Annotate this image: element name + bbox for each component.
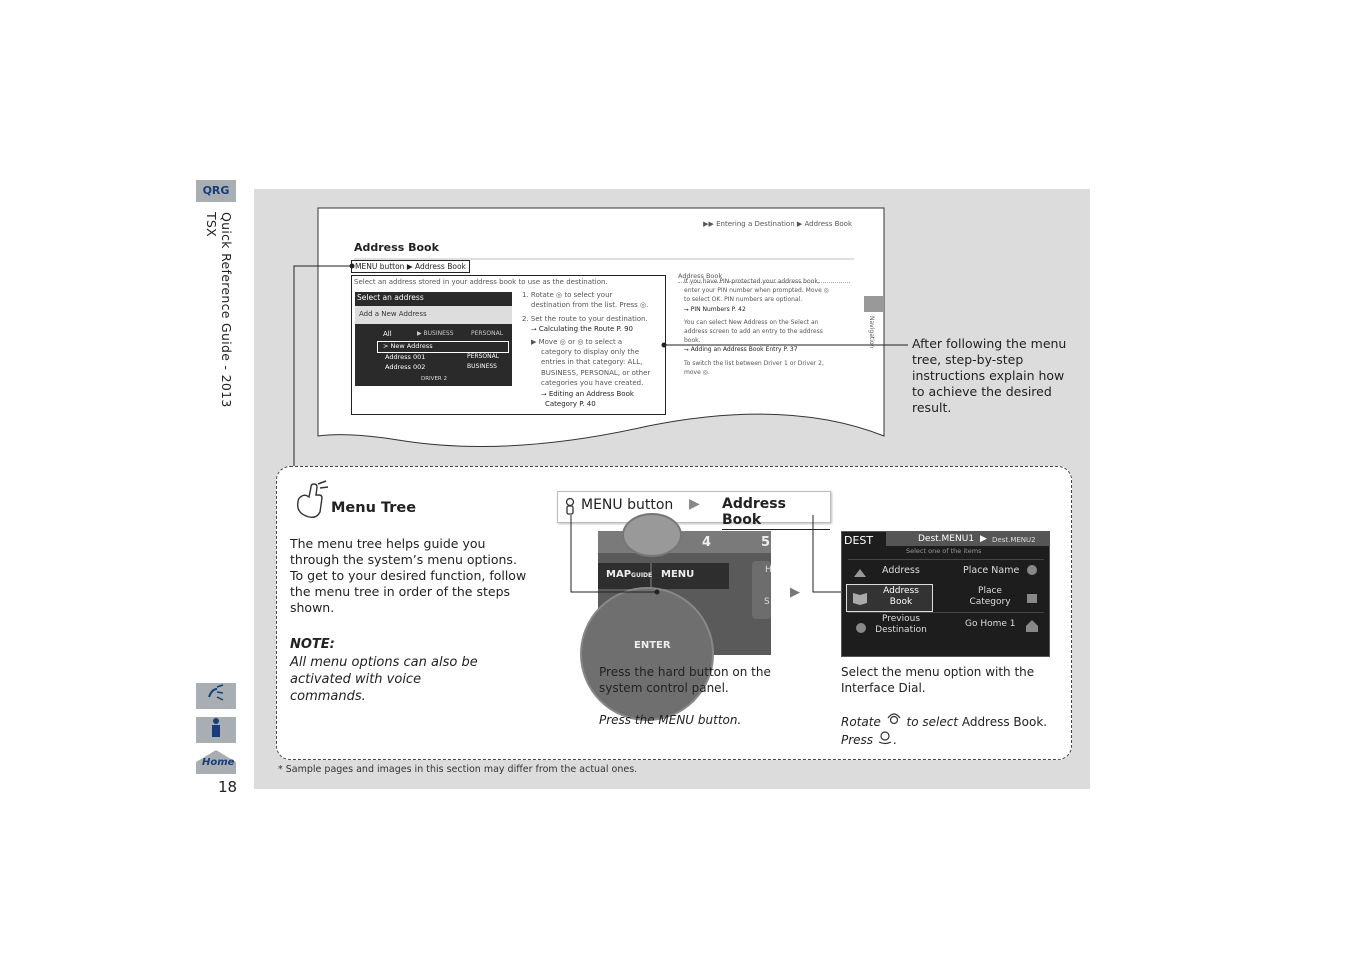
caption-1-italic: Press the MENU button. [599,713,742,727]
address-icon [852,564,868,583]
menu-bar-second: Address Book [722,496,830,530]
dest-item-previous-destination[interactable]: Previous Destination [875,614,927,635]
menu-bar-arrow: ▶ [689,496,700,512]
dest-hint: Select one of the items [906,547,982,555]
dest-path2: Dest.MENU2 [992,536,1036,544]
dest-path1: Dest.MENU1 [918,534,975,544]
sample-row-cat: BUSINESS [467,363,497,370]
guide-title: Quick Reference Guide - 2013 TSX [204,212,234,408]
previous-destination-icon [854,620,868,639]
menu-tree-heading: Menu Tree [331,500,417,516]
sample-intro: Select an address stored in your address book to use as the destination. [354,278,608,286]
qrg-tab[interactable]: QRG [196,180,236,202]
address-book-icon [852,590,868,609]
dest-item-place-category[interactable]: Place Category [969,586,1011,607]
page-number: 18 [218,778,238,796]
sample-row-cat: PERSONAL [467,353,500,360]
dest-label: DEST [844,534,874,547]
sample-side-text: If you have PIN-protected your address book, enter your PIN number when prompted. Move ◎ to select OK. PIN numbers are optional. ⭢ PIN Numbers P. 42 You can select New Address on the Select an address screen to add an entry to the address book. ⭢ Adding an Address Book Entry P. 37 To switch the list between Driver 1 or Driver 2, move ◎. [684,278,829,376]
dest-path-arrow: ▶ [980,534,987,544]
rotate-dial-icon [885,715,903,729]
menu-hard-button: MENU [661,569,695,580]
sample-steps: 1. Rotate ◎ to select your destination from the list. Press ◎. 2. Set the route to your destination. ⭢ Calculating the Route P. 90 ▶ Move ◎ or ◎ to select a category to display only the entries in that category: ALL, BUSINESS, PERSONAL, or other categories you have created. ⭢ Editing an Address Book Category P. 40 [522,291,651,409]
dest-item-address[interactable]: Address [882,565,920,576]
menu-bar-first: MENU button [581,497,674,513]
sample-side-title: Address Book [678,263,850,283]
sample-row-name: Address 001 [385,353,426,361]
category-icon [1025,590,1039,609]
sample-screen-header: Select an address [357,293,424,302]
sample-title: Address Book [354,241,439,254]
step-arrow: ▶ [790,585,800,600]
home-label: Home [202,757,235,768]
console-image: 4 5 MAPGUIDE MENU H S ENTER [598,531,771,655]
caption-2-instructions: Rotate to select Address Book. Press . [841,715,1048,747]
callout-text: After following the menu tree, step-by-step instructions explain how to achieve the desired result. [912,336,1067,415]
sample-breadcrumb: ▶▶ Entering a Destination ▶ Address Book [703,220,852,228]
note-text: All menu options can also be activated with voice commands. [290,655,478,704]
enter-button: ENTER [634,640,671,651]
dest-item-address-book[interactable]: Address Book [883,586,919,607]
footnote: * Sample pages and images in this section may differ from the actual ones. [278,764,638,775]
sample-screen-add: Add a New Address [359,310,427,318]
sample-tab-label: Navigation [868,316,875,349]
sample-row-name: > New Address [383,342,433,350]
dest-menu-screen [841,531,1050,657]
sample-row-name: Address 002 [385,363,426,371]
home-icon-small [1025,618,1039,637]
map-guide-button: MAPGUIDE [606,569,653,580]
caption-2: Select the menu option with the Interface Dial. [841,665,1035,695]
note-label: NOTE: [290,637,335,652]
sample-tab-business: ▶ BUSINESS [417,330,454,337]
sample-screen-footer: DRIVER 2 [421,376,447,382]
dest-item-go-home[interactable]: Go Home 1 [965,619,1016,629]
dest-item-place-name[interactable]: Place Name [963,565,1020,576]
sample-menu-tree: MENU button ▶ Address Book [351,260,470,273]
search-icon [1025,563,1039,582]
caption-1: Press the hard button on the system control panel. [599,665,771,695]
sample-tab-all: All [383,330,392,338]
menu-tree-description: The menu tree helps guide you through the system’s menu options. To get to your desired function, follow the menu tree in order of the steps shown. [290,536,527,615]
press-dial-icon [877,733,893,747]
sample-tab-personal: PERSONAL [471,330,504,337]
